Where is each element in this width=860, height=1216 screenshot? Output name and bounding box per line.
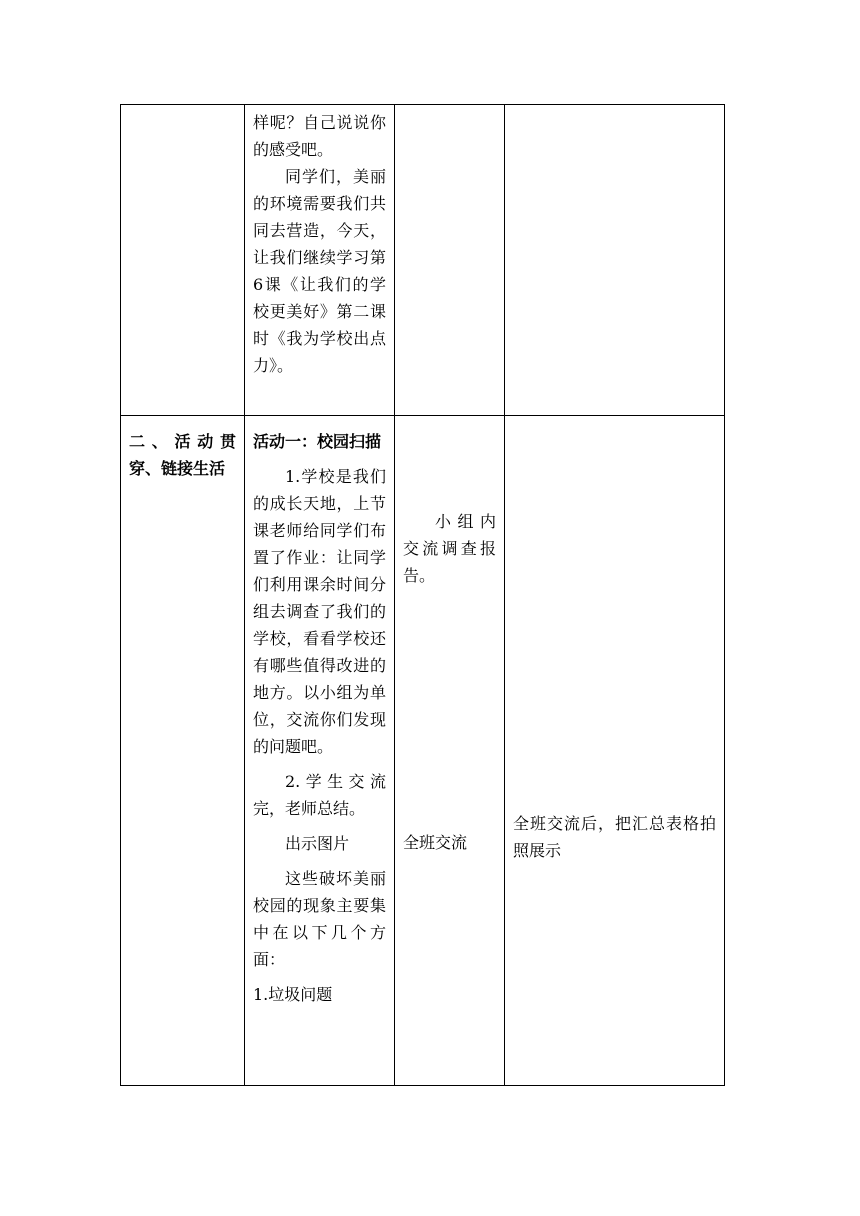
- text-paragraph: 2.学生交流完，老师总结。: [253, 772, 386, 818]
- student-activity-cell: [395, 105, 505, 416]
- text-paragraph: 1.垃圾问题: [253, 985, 333, 1004]
- student-activity-cell: [395, 416, 505, 1086]
- table-row: [121, 416, 725, 1086]
- teacher-activity-cell: [245, 105, 395, 416]
- text-paragraph: 全班交流: [403, 833, 468, 852]
- design-intent-cell: [505, 105, 725, 416]
- stage-cell: [121, 105, 245, 416]
- stage-title: 二、活动贯穿、链接生活: [129, 432, 236, 478]
- teacher-activity-cell: [245, 416, 395, 1086]
- lesson-plan-table: [120, 104, 725, 1086]
- text-paragraph: 这些破坏美丽校园的现象主要集中在以下几个方面：: [253, 869, 386, 969]
- text-paragraph: 1.学校是我们的成长天地，上节课老师给同学们布置了作业：让同学们利用课余时间分组去调查了我们的学校，看看学校还有哪些值得改进的地方。以小组为单位，交流你们发现的问题吧。: [253, 467, 386, 756]
- text-paragraph: 同学们，美丽的环境需要我们共同去营造，今天，让我们继续学习第6课《让我们的学校更美好》第二课时《我为学校出点力》。: [253, 167, 386, 375]
- table-row: [121, 105, 725, 416]
- text-paragraph: 小组内交流调查报告。: [403, 512, 496, 585]
- stage-cell: [121, 416, 245, 1086]
- text-paragraph: 样呢？自己说说你的感受吧。: [253, 113, 386, 159]
- design-intent-cell: [505, 416, 725, 1086]
- activity-heading: 活动一：校园扫描: [253, 432, 382, 451]
- text-paragraph: 全班交流后，把汇总表格拍照展示: [513, 814, 716, 860]
- text-paragraph: 出示图片: [285, 834, 350, 853]
